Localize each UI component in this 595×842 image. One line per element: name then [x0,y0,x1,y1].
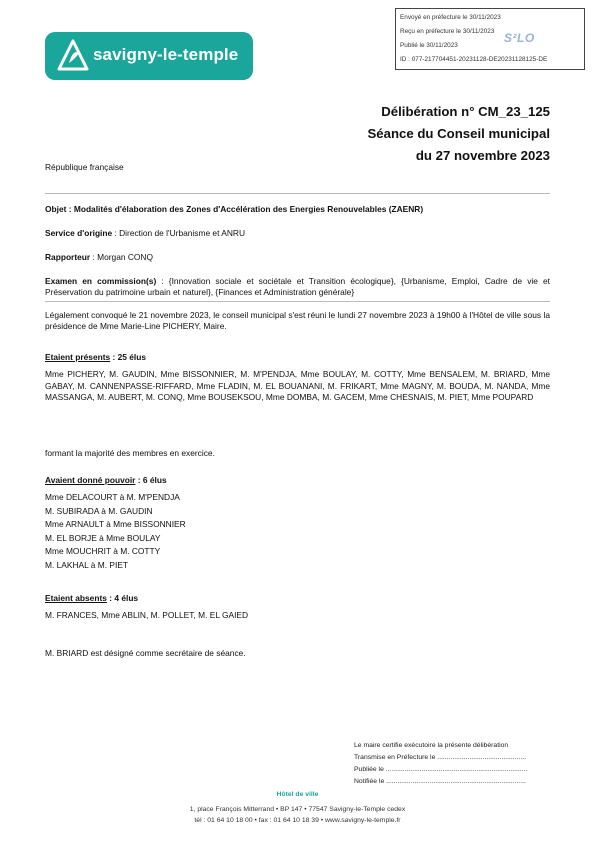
rapporteur-value: : Morgan CONQ [90,252,153,262]
secretaire-text: M. BRIARD est désigné comme secrétaire de séance. [45,648,246,658]
prefecture-stamp [395,8,585,70]
service-origine [45,228,245,239]
examen-commission [45,276,550,298]
absents-label: Etaient absents [45,593,107,603]
pouvoirs-list [45,491,186,573]
footer-contact: tél : 01 64 10 18 00 • fax : 01 64 10 18 39 • www.savigny-le-temple.fr [194,817,401,824]
triangle-leaf-icon [57,39,89,73]
divider [45,193,550,194]
pouvoirs-heading [45,475,167,486]
divider [45,301,550,302]
examen-value: : {Innovation sociale et sociétale et Transition écologique}, {Urbanisme, Emploi, Cadre de vie et Préservation du patrimoine urbain et naturel}, {Finances et Administration générale} [45,276,551,297]
certification-block [354,740,527,788]
certif-transmise: Transmise en Préfecture le ............................................... [354,754,526,761]
absents-list: M. FRANCES, Mme ABLIN, M. POLLET, M. EL GAIED [45,610,249,620]
deliberation-number: Délibération n° CM_23_125 [381,104,550,119]
s2lo-logo: S²LO [504,31,535,45]
stamp-sent: Envoyé en préfecture le 30/11/2023 [400,14,501,21]
session-title: Séance du Conseil municipal [367,126,550,141]
list-item: Mme MOUCHRIT à M. COTTY [45,546,161,557]
service-label: Service d'origine [45,228,113,238]
examen-label: Examen en commission(s) [45,276,157,286]
pouvoirs-count: : 6 élus [135,475,167,485]
convocation-text: Légalement convoqué le 21 novembre 2023, le conseil municipal s'est réuni le lundi 27 novembre 2023 à 19h00 à l'Hôtel de ville sous la présidence de Mme Marie-Line PICHERY, Maire. [45,310,550,331]
stamp-published: Publié le 30/11/2023 [400,42,458,49]
majorite-text: formant la majorité des membres en exercice. [45,448,215,458]
certif-notifiee: Notifiée le .......................................................................... [354,778,526,785]
presents-list: Mme PICHERY, M. GAUDIN, Mme BISSONNIER, M. M'PENDJA, Mme BOULAY, M. COTTY, Mme BENSALEM, M. BRIARD, Mme GABAY, M. CANNENPASSE-RIFFARD, Mme FLADIN, M. EL BOUANANI, M. FRIKART, Mme MAGNY, M. BOUDA, M. NANDA, Mme MASSANGA, M. AUBERT, M. CONQ, Mme BOUSEKSOU, Mme DOMBA, M. GACEM, Mme CHESNAIS, M. PIET, Mme POUPARD [45,369,550,402]
session-date: du 27 novembre 2023 [415,148,550,163]
list-item: Mme ARNAULT à Mme BISSONNIER [45,519,186,530]
rapporteur-label: Rapporteur [45,252,91,262]
certif-statement: Le maire certifie exécutoire la présente délibération [354,742,509,749]
pouvoirs-label: Avaient donné pouvoir [45,475,136,485]
list-item: M. SUBIRADA à M. GAUDIN [45,505,153,516]
stamp-id: ID : 077-217704451-20231128-DE20231128125-DE [400,56,548,63]
presents-label: Etaient présents [45,352,111,362]
republique-francaise: République française [45,162,124,172]
city-logo [45,32,253,80]
certif-publiee: Publiée le ........................................................................... [354,766,528,773]
footer-title: Hôtel de ville [276,791,319,798]
list-item: M. EL BORJE à Mme BOULAY [45,532,161,543]
footer-address: 1, place François Mitterrand • BP 147 • 77547 Savigny-le-Temple cedex [189,806,406,813]
presents-heading [45,352,146,363]
stamp-received: Reçu en préfecture le 30/11/2023 [400,28,495,35]
list-item: M. LAKHAL à M. PIET [45,559,128,570]
rapporteur [45,252,153,263]
objet: Objet : Modalités d'élaboration des Zones d'Accélération des Energies Renouvelables (ZAENR) [45,204,424,214]
absents-count: : 4 élus [106,593,139,603]
list-item: Mme DELACOURT à M. M'PENDJA [45,492,180,502]
absents-heading [45,593,138,604]
logo-text: savigny-le-temple [93,45,239,64]
presents-count: : 25 élus [110,352,147,362]
service-value: : Direction de l'Urbanisme et ANRU [112,228,246,238]
